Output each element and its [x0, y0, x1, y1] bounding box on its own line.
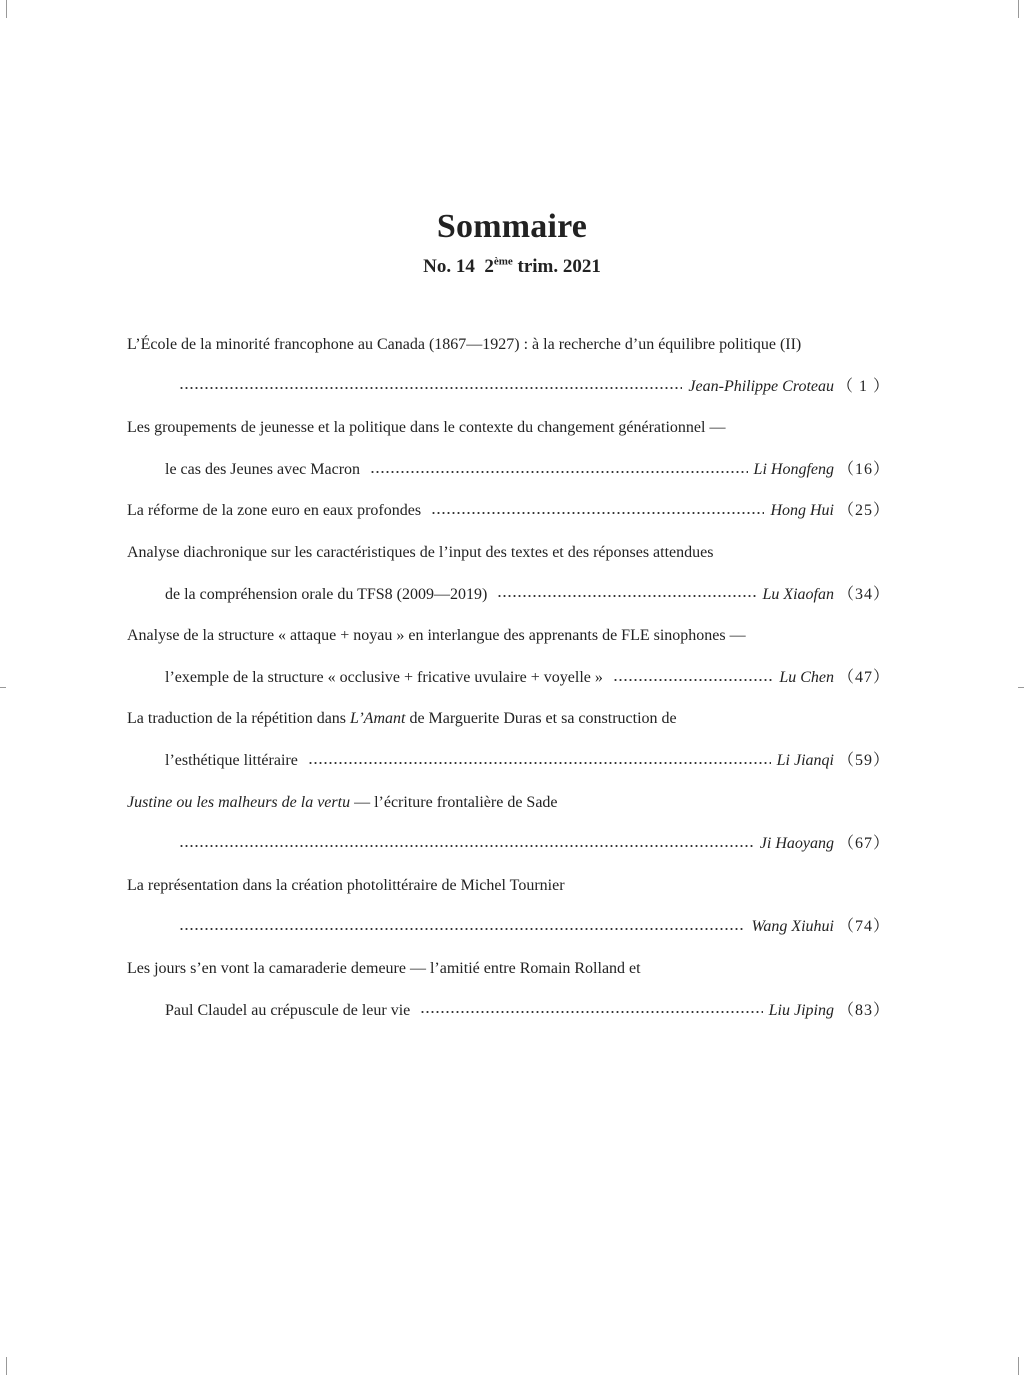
dot-leader	[179, 845, 754, 847]
toc-title-text	[127, 698, 677, 740]
issue-subtitle	[0, 256, 1024, 278]
toc-entry-leader-line[interactable]	[127, 574, 890, 616]
toc-title-continuation: le cas des Jeunes avec Macron	[165, 460, 361, 478]
issue-quarter-year: trim. 2021	[517, 256, 601, 277]
issue-number: No. 14	[423, 256, 475, 277]
toc-entry-title[interactable]	[127, 948, 890, 990]
toc-title-continuation: Paul Claudel au crépuscule de leur vie	[165, 1001, 411, 1019]
toc-entry-title[interactable]	[127, 782, 890, 824]
toc-page-number: （34）	[837, 585, 890, 603]
toc-entry-leader-line[interactable]	[127, 366, 890, 408]
toc-entry-title[interactable]	[127, 698, 890, 740]
dot-leader	[613, 679, 773, 681]
toc-title-pre: La traduction de la répétition dans	[127, 710, 351, 728]
toc-author: Jean-Philippe Croteau	[688, 377, 834, 395]
toc-author: Lu Xiaofan	[762, 585, 834, 603]
dot-leader	[179, 387, 682, 389]
toc-page-number: （25）	[837, 502, 890, 520]
toc-page-number: （74）	[837, 918, 890, 936]
toc-entry-leader-line[interactable]	[127, 906, 890, 948]
issue-quarter-suffix: ème	[493, 255, 513, 268]
toc-entry-title[interactable]	[127, 407, 890, 449]
toc-page-number: （16）	[837, 460, 890, 478]
toc-page-number: （67）	[837, 835, 890, 853]
issue-quarter-number: 2	[484, 256, 494, 277]
toc-title-continuation: l’exemple de la structure « occlusive + fricative uvulaire + voyelle »	[165, 668, 603, 686]
toc-title-text: L’École de la minorité francophone au Canada (1867—1927) : à la recherche d’un équilibre politique (II)	[127, 336, 802, 353]
crop-mark	[1018, 0, 1019, 18]
toc-author: Li Jianqi	[776, 751, 834, 769]
toc-page-number: （47）	[837, 668, 890, 686]
toc-entry-leader-line[interactable]	[127, 740, 890, 782]
toc-title-post: de Marguerite Duras et sa construction de	[405, 710, 677, 728]
toc-title-text: Analyse de la structure « attaque + noyau » en interlangue des apprenants de FLE sinophones —	[127, 627, 746, 645]
toc-entry-title[interactable]	[127, 490, 890, 532]
toc-title-text: Les groupements de jeunesse et la politique dans le contexte du changement générationnel —	[127, 419, 726, 437]
toc-title-italic: Justine ou les malheurs de la vertu	[127, 793, 351, 811]
toc-entry-title[interactable]	[127, 324, 890, 366]
crop-mark	[0, 687, 6, 688]
toc-entry-title[interactable]	[127, 615, 890, 657]
toc-entry-leader-line[interactable]	[127, 449, 890, 491]
crop-mark	[1018, 687, 1024, 688]
toc-entry-title[interactable]	[127, 865, 890, 907]
dot-leader	[370, 471, 748, 473]
dot-leader	[179, 928, 745, 930]
toc-page-number: （83）	[837, 1001, 890, 1019]
table-of-contents	[127, 324, 890, 1031]
toc-author: Li Hongfeng	[753, 460, 834, 478]
page-title: Sommaire	[436, 208, 588, 245]
toc-page-number: （59）	[837, 751, 890, 769]
toc-entry-leader-line[interactable]	[127, 657, 890, 699]
crop-mark	[1018, 1357, 1019, 1375]
toc-title-text: Les jours s’en vont la camaraderie demeure — l’amitié entre Romain Rolland et	[127, 959, 641, 977]
toc-title-text	[127, 782, 558, 824]
dot-leader	[431, 512, 764, 514]
toc-author: Lu Chen	[779, 668, 834, 686]
toc-title-post: — l’écriture frontalière de Sade	[350, 793, 558, 811]
toc-author: Ji Haoyang	[759, 835, 834, 853]
crop-mark	[6, 0, 7, 18]
toc-title-text: La représentation dans la création photolittéraire de Michel Tournier	[127, 876, 565, 894]
toc-author: Wang Xiuhui	[751, 918, 834, 936]
toc-entry-title[interactable]	[127, 532, 890, 574]
toc-title-text: La réforme de la zone euro en eaux profondes	[127, 502, 422, 520]
toc-title-continuation: l’esthétique littéraire	[165, 751, 298, 769]
dot-leader	[420, 1011, 762, 1013]
toc-author: Hong Hui	[770, 502, 834, 520]
toc-page-number: （ 1 ）	[836, 377, 890, 395]
toc-author: Liu Jiping	[768, 1001, 834, 1019]
toc-entry-leader-line[interactable]	[127, 990, 890, 1032]
crop-mark	[6, 1357, 7, 1375]
dot-leader	[308, 762, 771, 764]
toc-title-italic: L’Amant	[350, 710, 406, 728]
toc-title-text: Analyse diachronique sur les caractéristiques de l’input des textes et des réponses attendues	[127, 543, 714, 561]
toc-title-continuation: de la compréhension orale du TFS8 (2009—2019)	[165, 585, 488, 603]
toc-entry-leader-line[interactable]	[127, 823, 890, 865]
dot-leader	[497, 595, 756, 597]
